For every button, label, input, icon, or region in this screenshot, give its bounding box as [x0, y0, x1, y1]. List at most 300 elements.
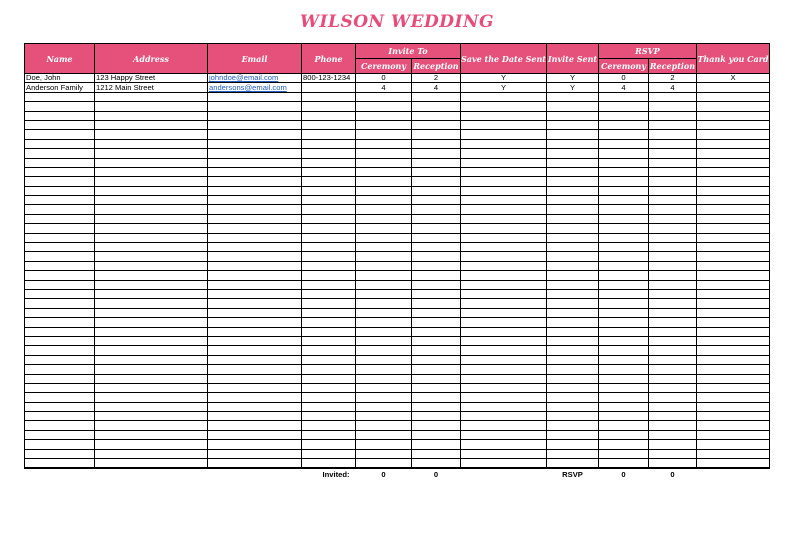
- rsvp-ceremony-cell[interactable]: [599, 421, 649, 430]
- invite-ceremony-cell[interactable]: [356, 459, 412, 469]
- guest-address-cell[interactable]: [95, 261, 208, 270]
- guest-name-cell[interactable]: [25, 318, 95, 327]
- guest-phone-cell[interactable]: [302, 92, 356, 101]
- guest-email-link[interactable]: [208, 214, 302, 223]
- guest-email-link[interactable]: [208, 177, 302, 186]
- invite-reception-cell[interactable]: [412, 261, 461, 270]
- rsvp-ceremony-cell[interactable]: [599, 111, 649, 120]
- invite-ceremony-cell[interactable]: [356, 318, 412, 327]
- guest-address-cell[interactable]: [95, 393, 208, 402]
- rsvp-ceremony-cell[interactable]: [599, 449, 649, 458]
- guest-name-cell[interactable]: [25, 308, 95, 317]
- save-the-date-cell[interactable]: [461, 430, 547, 439]
- invite-reception-cell[interactable]: [412, 214, 461, 223]
- save-the-date-cell[interactable]: [461, 299, 547, 308]
- guest-email-link[interactable]: [208, 289, 302, 298]
- invite-sent-cell[interactable]: [547, 421, 599, 430]
- invite-sent-cell[interactable]: [547, 393, 599, 402]
- thank-you-card-cell[interactable]: [697, 383, 770, 392]
- guest-address-cell[interactable]: [95, 120, 208, 129]
- rsvp-reception-cell[interactable]: [649, 393, 697, 402]
- invite-sent-cell[interactable]: [547, 224, 599, 233]
- invite-reception-cell[interactable]: [412, 449, 461, 458]
- guest-email-link[interactable]: [208, 252, 302, 261]
- rsvp-reception-cell[interactable]: [649, 186, 697, 195]
- guest-phone-cell[interactable]: [302, 374, 356, 383]
- guest-address-cell[interactable]: [95, 224, 208, 233]
- rsvp-ceremony-cell[interactable]: [599, 412, 649, 421]
- invite-reception-cell[interactable]: [412, 459, 461, 469]
- guest-address-cell[interactable]: [95, 299, 208, 308]
- rsvp-ceremony-cell[interactable]: [599, 383, 649, 392]
- invite-sent-cell[interactable]: [547, 177, 599, 186]
- guest-phone-cell[interactable]: [302, 243, 356, 252]
- save-the-date-cell[interactable]: [461, 167, 547, 176]
- empty-table-row[interactable]: [25, 383, 770, 392]
- rsvp-reception-cell[interactable]: [649, 402, 697, 411]
- guest-name-cell[interactable]: [25, 120, 95, 129]
- save-the-date-cell[interactable]: [461, 233, 547, 242]
- guest-phone-cell[interactable]: [302, 214, 356, 223]
- guest-phone-cell[interactable]: [302, 393, 356, 402]
- invite-sent-cell[interactable]: [547, 430, 599, 439]
- save-the-date-cell[interactable]: [461, 402, 547, 411]
- save-the-date-cell[interactable]: [461, 102, 547, 111]
- invite-reception-cell[interactable]: [412, 149, 461, 158]
- guest-phone-cell[interactable]: [302, 205, 356, 214]
- guest-address-cell[interactable]: [95, 196, 208, 205]
- save-the-date-cell[interactable]: [461, 289, 547, 298]
- invite-reception-cell[interactable]: [412, 318, 461, 327]
- save-the-date-cell[interactable]: [461, 252, 547, 261]
- guest-address-cell[interactable]: [95, 158, 208, 167]
- rsvp-reception-cell[interactable]: [649, 299, 697, 308]
- invite-ceremony-cell[interactable]: [356, 111, 412, 120]
- guest-name-cell[interactable]: [25, 402, 95, 411]
- empty-table-row[interactable]: [25, 167, 770, 176]
- thank-you-card-cell[interactable]: [697, 318, 770, 327]
- invite-ceremony-cell[interactable]: [356, 374, 412, 383]
- invite-sent-cell[interactable]: [547, 355, 599, 364]
- rsvp-reception-cell[interactable]: [649, 196, 697, 205]
- rsvp-ceremony-cell[interactable]: [599, 289, 649, 298]
- invite-ceremony-cell[interactable]: [356, 355, 412, 364]
- rsvp-ceremony-cell[interactable]: [599, 167, 649, 176]
- rsvp-ceremony-cell[interactable]: [599, 139, 649, 148]
- guest-address-cell[interactable]: [95, 449, 208, 458]
- guest-email-link[interactable]: johndoe@email.com: [208, 74, 302, 83]
- rsvp-ceremony-cell[interactable]: [599, 271, 649, 280]
- guest-name-cell[interactable]: [25, 224, 95, 233]
- thank-you-card-cell[interactable]: [697, 261, 770, 270]
- invite-ceremony-cell[interactable]: [356, 177, 412, 186]
- table-row[interactable]: [25, 74, 770, 83]
- save-the-date-cell[interactable]: [461, 120, 547, 129]
- invite-ceremony-cell[interactable]: [356, 139, 412, 148]
- save-the-date-cell[interactable]: [461, 271, 547, 280]
- rsvp-ceremony-cell[interactable]: 4: [599, 83, 649, 92]
- empty-table-row[interactable]: [25, 280, 770, 289]
- rsvp-ceremony-cell[interactable]: [599, 440, 649, 449]
- guest-address-cell[interactable]: [95, 421, 208, 430]
- guest-email-link[interactable]: [208, 92, 302, 101]
- guest-email-link[interactable]: [208, 271, 302, 280]
- rsvp-ceremony-cell[interactable]: [599, 327, 649, 336]
- empty-table-row[interactable]: [25, 459, 770, 469]
- save-the-date-cell[interactable]: [461, 243, 547, 252]
- invite-reception-cell[interactable]: [412, 374, 461, 383]
- guest-phone-cell[interactable]: [302, 308, 356, 317]
- guest-phone-cell[interactable]: [302, 299, 356, 308]
- guest-name-cell[interactable]: [25, 196, 95, 205]
- guest-name-cell[interactable]: [25, 186, 95, 195]
- guest-phone-cell[interactable]: [302, 430, 356, 439]
- empty-table-row[interactable]: [25, 252, 770, 261]
- invite-sent-cell[interactable]: [547, 327, 599, 336]
- guest-name-cell[interactable]: [25, 130, 95, 139]
- empty-table-row[interactable]: [25, 318, 770, 327]
- guest-address-cell[interactable]: [95, 459, 208, 469]
- guest-phone-cell[interactable]: [302, 346, 356, 355]
- guest-email-link[interactable]: [208, 421, 302, 430]
- guest-phone-cell[interactable]: [302, 440, 356, 449]
- guest-name-cell[interactable]: [25, 158, 95, 167]
- invite-reception-cell[interactable]: [412, 336, 461, 345]
- thank-you-card-cell[interactable]: [697, 83, 770, 92]
- guest-phone-cell[interactable]: [302, 280, 356, 289]
- guest-email-link[interactable]: [208, 196, 302, 205]
- invite-reception-cell[interactable]: [412, 430, 461, 439]
- thank-you-card-cell[interactable]: [697, 280, 770, 289]
- invite-sent-cell[interactable]: [547, 449, 599, 458]
- invite-ceremony-cell[interactable]: [356, 346, 412, 355]
- guest-email-link[interactable]: [208, 299, 302, 308]
- thank-you-card-cell[interactable]: [697, 355, 770, 364]
- guest-phone-cell[interactable]: [302, 336, 356, 345]
- empty-table-row[interactable]: [25, 374, 770, 383]
- thank-you-card-cell[interactable]: [697, 196, 770, 205]
- rsvp-ceremony-cell[interactable]: [599, 102, 649, 111]
- invite-sent-cell[interactable]: [547, 102, 599, 111]
- invite-ceremony-cell[interactable]: [356, 365, 412, 374]
- guest-phone-cell[interactable]: [302, 196, 356, 205]
- invite-reception-cell[interactable]: [412, 327, 461, 336]
- guest-email-link[interactable]: [208, 383, 302, 392]
- invite-ceremony-cell[interactable]: [356, 167, 412, 176]
- rsvp-reception-cell[interactable]: [649, 111, 697, 120]
- thank-you-card-cell[interactable]: [697, 459, 770, 469]
- guest-address-cell[interactable]: [95, 271, 208, 280]
- invite-reception-cell[interactable]: [412, 383, 461, 392]
- guest-address-cell[interactable]: [95, 252, 208, 261]
- invite-ceremony-cell[interactable]: [356, 421, 412, 430]
- invite-sent-cell[interactable]: [547, 186, 599, 195]
- rsvp-ceremony-cell[interactable]: [599, 224, 649, 233]
- save-the-date-cell[interactable]: [461, 440, 547, 449]
- guest-phone-cell[interactable]: [302, 167, 356, 176]
- save-the-date-cell[interactable]: Y: [461, 83, 547, 92]
- invite-reception-cell[interactable]: 4: [412, 83, 461, 92]
- thank-you-card-cell[interactable]: [697, 308, 770, 317]
- guest-phone-cell[interactable]: [302, 111, 356, 120]
- guest-name-cell[interactable]: [25, 177, 95, 186]
- guest-name-cell[interactable]: [25, 252, 95, 261]
- rsvp-reception-cell[interactable]: [649, 102, 697, 111]
- thank-you-card-cell[interactable]: [697, 449, 770, 458]
- rsvp-reception-cell[interactable]: 2: [649, 74, 697, 83]
- rsvp-reception-cell[interactable]: [649, 177, 697, 186]
- guest-name-cell[interactable]: [25, 449, 95, 458]
- thank-you-card-cell[interactable]: [697, 177, 770, 186]
- invite-sent-cell[interactable]: [547, 158, 599, 167]
- guest-address-cell[interactable]: [95, 111, 208, 120]
- guest-name-cell[interactable]: [25, 365, 95, 374]
- rsvp-reception-cell[interactable]: [649, 308, 697, 317]
- guest-name-cell[interactable]: [25, 102, 95, 111]
- invite-ceremony-cell[interactable]: [356, 308, 412, 317]
- rsvp-reception-cell[interactable]: [649, 289, 697, 298]
- invite-reception-cell[interactable]: [412, 92, 461, 101]
- guest-name-cell[interactable]: [25, 111, 95, 120]
- guest-email-link[interactable]: [208, 120, 302, 129]
- thank-you-card-cell[interactable]: [697, 139, 770, 148]
- guest-phone-cell[interactable]: [302, 177, 356, 186]
- guest-email-link[interactable]: [208, 158, 302, 167]
- guest-email-link[interactable]: [208, 186, 302, 195]
- thank-you-card-cell[interactable]: [697, 205, 770, 214]
- invite-ceremony-cell[interactable]: 4: [356, 83, 412, 92]
- rsvp-reception-cell[interactable]: [649, 214, 697, 223]
- empty-table-row[interactable]: [25, 449, 770, 458]
- rsvp-ceremony-cell[interactable]: [599, 365, 649, 374]
- empty-table-row[interactable]: [25, 327, 770, 336]
- guest-phone-cell[interactable]: [302, 365, 356, 374]
- invite-ceremony-cell[interactable]: [356, 252, 412, 261]
- invite-sent-cell[interactable]: [547, 196, 599, 205]
- invite-ceremony-cell[interactable]: [356, 92, 412, 101]
- rsvp-ceremony-cell[interactable]: [599, 336, 649, 345]
- guest-name-cell[interactable]: [25, 346, 95, 355]
- invite-ceremony-cell[interactable]: [356, 393, 412, 402]
- guest-name-cell[interactable]: [25, 393, 95, 402]
- invite-ceremony-cell[interactable]: [356, 430, 412, 439]
- guest-address-cell[interactable]: [95, 383, 208, 392]
- guest-email-link[interactable]: [208, 102, 302, 111]
- thank-you-card-cell[interactable]: [697, 130, 770, 139]
- guest-address-cell[interactable]: [95, 205, 208, 214]
- guest-name-cell[interactable]: [25, 421, 95, 430]
- invite-sent-cell[interactable]: [547, 402, 599, 411]
- guest-name-cell[interactable]: [25, 167, 95, 176]
- rsvp-ceremony-cell[interactable]: [599, 393, 649, 402]
- empty-table-row[interactable]: [25, 243, 770, 252]
- rsvp-reception-cell[interactable]: [649, 346, 697, 355]
- guest-email-link[interactable]: [208, 327, 302, 336]
- rsvp-ceremony-cell[interactable]: [599, 92, 649, 101]
- guest-email-link[interactable]: [208, 365, 302, 374]
- guest-email-link[interactable]: [208, 224, 302, 233]
- guest-email-link[interactable]: [208, 308, 302, 317]
- table-row[interactable]: [25, 83, 770, 92]
- thank-you-card-cell[interactable]: [697, 120, 770, 129]
- thank-you-card-cell[interactable]: [697, 224, 770, 233]
- invite-sent-cell[interactable]: Y: [547, 74, 599, 83]
- thank-you-card-cell[interactable]: [697, 102, 770, 111]
- guest-phone-cell[interactable]: 800-123-1234: [302, 74, 356, 83]
- rsvp-ceremony-cell[interactable]: [599, 186, 649, 195]
- empty-table-row[interactable]: [25, 92, 770, 101]
- save-the-date-cell[interactable]: [461, 196, 547, 205]
- guest-email-link[interactable]: [208, 449, 302, 458]
- thank-you-card-cell[interactable]: [697, 365, 770, 374]
- guest-address-cell[interactable]: [95, 346, 208, 355]
- invite-ceremony-cell[interactable]: [356, 205, 412, 214]
- invite-sent-cell[interactable]: [547, 167, 599, 176]
- invite-reception-cell[interactable]: [412, 365, 461, 374]
- guest-address-cell[interactable]: [95, 365, 208, 374]
- guest-email-link[interactable]: [208, 233, 302, 242]
- rsvp-reception-cell[interactable]: [649, 318, 697, 327]
- guest-name-cell[interactable]: [25, 92, 95, 101]
- save-the-date-cell[interactable]: [461, 318, 547, 327]
- save-the-date-cell[interactable]: [461, 111, 547, 120]
- guest-name-cell[interactable]: Doe, John: [25, 74, 95, 83]
- guest-email-link[interactable]: [208, 280, 302, 289]
- invite-sent-cell[interactable]: [547, 252, 599, 261]
- guest-phone-cell[interactable]: [302, 186, 356, 195]
- thank-you-card-cell[interactable]: [697, 402, 770, 411]
- invite-reception-cell[interactable]: [412, 177, 461, 186]
- thank-you-card-cell[interactable]: [697, 271, 770, 280]
- empty-table-row[interactable]: [25, 120, 770, 129]
- guest-address-cell[interactable]: [95, 243, 208, 252]
- invite-reception-cell[interactable]: [412, 308, 461, 317]
- guest-phone-cell[interactable]: [302, 102, 356, 111]
- guest-name-cell[interactable]: [25, 280, 95, 289]
- invite-sent-cell[interactable]: [547, 308, 599, 317]
- invite-reception-cell[interactable]: [412, 186, 461, 195]
- guest-email-link[interactable]: [208, 459, 302, 469]
- save-the-date-cell[interactable]: [461, 130, 547, 139]
- invite-sent-cell[interactable]: [547, 149, 599, 158]
- thank-you-card-cell[interactable]: [697, 440, 770, 449]
- invite-ceremony-cell[interactable]: [356, 412, 412, 421]
- thank-you-card-cell[interactable]: [697, 299, 770, 308]
- guest-name-cell[interactable]: [25, 440, 95, 449]
- invite-ceremony-cell[interactable]: [356, 402, 412, 411]
- guest-name-cell[interactable]: [25, 374, 95, 383]
- rsvp-ceremony-cell[interactable]: [599, 430, 649, 439]
- empty-table-row[interactable]: [25, 412, 770, 421]
- save-the-date-cell[interactable]: [461, 336, 547, 345]
- invite-reception-cell[interactable]: [412, 243, 461, 252]
- save-the-date-cell[interactable]: [461, 383, 547, 392]
- guest-name-cell[interactable]: [25, 149, 95, 158]
- thank-you-card-cell[interactable]: [697, 412, 770, 421]
- guest-address-cell[interactable]: [95, 430, 208, 439]
- empty-table-row[interactable]: [25, 402, 770, 411]
- guest-phone-cell[interactable]: [302, 459, 356, 469]
- guest-address-cell[interactable]: [95, 186, 208, 195]
- invite-reception-cell[interactable]: [412, 130, 461, 139]
- rsvp-reception-cell[interactable]: [649, 459, 697, 469]
- invite-reception-cell[interactable]: [412, 393, 461, 402]
- thank-you-card-cell[interactable]: [697, 374, 770, 383]
- rsvp-reception-cell[interactable]: [649, 252, 697, 261]
- guest-email-link[interactable]: [208, 149, 302, 158]
- thank-you-card-cell[interactable]: [697, 186, 770, 195]
- invite-sent-cell[interactable]: [547, 365, 599, 374]
- guest-name-cell[interactable]: [25, 233, 95, 242]
- thank-you-card-cell[interactable]: [697, 289, 770, 298]
- guest-email-link[interactable]: [208, 402, 302, 411]
- guest-address-cell[interactable]: [95, 139, 208, 148]
- thank-you-card-cell[interactable]: [697, 111, 770, 120]
- guest-address-cell[interactable]: [95, 280, 208, 289]
- rsvp-reception-cell[interactable]: [649, 449, 697, 458]
- invite-reception-cell[interactable]: [412, 196, 461, 205]
- guest-phone-cell[interactable]: [302, 412, 356, 421]
- guest-address-cell[interactable]: [95, 289, 208, 298]
- guest-email-link[interactable]: [208, 243, 302, 252]
- thank-you-card-cell[interactable]: [697, 336, 770, 345]
- thank-you-card-cell[interactable]: [697, 346, 770, 355]
- empty-table-row[interactable]: [25, 130, 770, 139]
- rsvp-ceremony-cell[interactable]: [599, 355, 649, 364]
- invite-sent-cell[interactable]: [547, 271, 599, 280]
- guest-phone-cell[interactable]: [302, 271, 356, 280]
- rsvp-reception-cell[interactable]: [649, 327, 697, 336]
- invite-sent-cell[interactable]: [547, 299, 599, 308]
- empty-table-row[interactable]: [25, 308, 770, 317]
- save-the-date-cell[interactable]: [461, 139, 547, 148]
- invite-reception-cell[interactable]: 2: [412, 74, 461, 83]
- guest-phone-cell[interactable]: [302, 130, 356, 139]
- empty-table-row[interactable]: [25, 139, 770, 148]
- empty-table-row[interactable]: [25, 224, 770, 233]
- rsvp-ceremony-cell[interactable]: [599, 308, 649, 317]
- guest-email-link[interactable]: [208, 167, 302, 176]
- empty-table-row[interactable]: [25, 271, 770, 280]
- guest-phone-cell[interactable]: [302, 261, 356, 270]
- guest-address-cell[interactable]: [95, 167, 208, 176]
- guest-address-cell[interactable]: [95, 308, 208, 317]
- rsvp-reception-cell[interactable]: [649, 167, 697, 176]
- invite-sent-cell[interactable]: [547, 289, 599, 298]
- empty-table-row[interactable]: [25, 261, 770, 270]
- thank-you-card-cell[interactable]: [697, 243, 770, 252]
- save-the-date-cell[interactable]: [461, 149, 547, 158]
- invite-sent-cell[interactable]: [547, 92, 599, 101]
- empty-table-row[interactable]: [25, 196, 770, 205]
- rsvp-ceremony-cell[interactable]: 0: [599, 74, 649, 83]
- guest-name-cell[interactable]: [25, 355, 95, 364]
- empty-table-row[interactable]: [25, 393, 770, 402]
- guest-email-link[interactable]: andersons@email.com: [208, 83, 302, 92]
- save-the-date-cell[interactable]: [461, 92, 547, 101]
- rsvp-reception-cell[interactable]: [649, 383, 697, 392]
- invite-reception-cell[interactable]: [412, 139, 461, 148]
- rsvp-reception-cell[interactable]: [649, 271, 697, 280]
- rsvp-ceremony-cell[interactable]: [599, 120, 649, 129]
- guest-address-cell[interactable]: [95, 214, 208, 223]
- rsvp-reception-cell[interactable]: [649, 224, 697, 233]
- invite-ceremony-cell[interactable]: [356, 383, 412, 392]
- invite-reception-cell[interactable]: [412, 167, 461, 176]
- guest-phone-cell[interactable]: [302, 233, 356, 242]
- invite-reception-cell[interactable]: [412, 205, 461, 214]
- guest-email-link[interactable]: [208, 318, 302, 327]
